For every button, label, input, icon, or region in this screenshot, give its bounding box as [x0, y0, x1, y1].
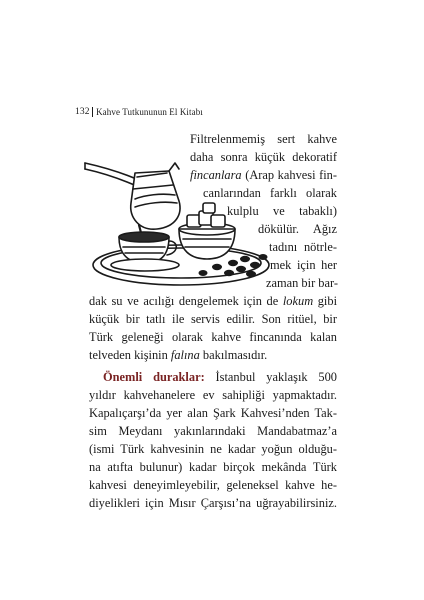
text-line: kahvesi deneyimleyebilir, geleneksel kahve he-	[89, 478, 337, 492]
text-line: Kapalıçarşı’da yer alan Şark Kahvesi’nden Tak-	[89, 406, 337, 420]
text-line: dökülür. Ağız	[258, 222, 337, 236]
text-line: (ismi Türk kahvesinin ne kadar yoğun olduğu-	[89, 442, 337, 456]
text-line: canlarından farklı olarak	[203, 186, 337, 200]
text-line: daha sonra küçük dekoratif	[190, 150, 337, 164]
book-title: Kahve Tutkununun El Kitabı	[96, 107, 203, 117]
text-line: kulplu ve tabaklı)	[227, 204, 337, 218]
text-line: sim Meydanı yakınlarındaki Mandabatmaz’a	[89, 424, 337, 438]
text-line: zaman bir bar-	[266, 276, 338, 290]
page-number: 132	[75, 107, 90, 117]
emphasis-term: falına	[170, 348, 200, 362]
text-line: telveden kişinin falına bakılmasıdır.	[89, 348, 268, 362]
text-line: Filtrelenmemiş sert kahve	[190, 132, 337, 146]
text-line: mek için her	[270, 258, 337, 272]
text-line: Türk geleneği olarak kahve fincanında kalan	[89, 330, 337, 344]
text-line: yıldır kahvehanelere ev sahipliği yapmaktadır.	[89, 388, 337, 402]
text-line: Önemli duraklar: İstanbul yaklaşık 500	[103, 370, 337, 384]
section-heading: Önemli duraklar:	[103, 370, 205, 384]
text-line: tadını nötrle-	[269, 240, 337, 254]
text-line: na atıfta bulunur) kadar birçok mekânda Türk	[89, 460, 337, 474]
emphasis-term: fincanlara	[190, 168, 242, 182]
text-line: küçük bir tatlı ile servis edilir. Son ritüel, bir	[89, 312, 337, 326]
text-line: dak su ve acılığı dengelemek için de lokum gibi	[89, 294, 338, 308]
header-divider	[92, 107, 94, 117]
running-header	[75, 107, 203, 117]
text-line: diyelikleri için Mısır Çarşısı’na uğrayabilirsiniz.	[89, 496, 337, 510]
text-line: fincanlara (Arap kahvesi fin-	[190, 168, 337, 182]
emphasis-term: lokum	[282, 294, 314, 308]
